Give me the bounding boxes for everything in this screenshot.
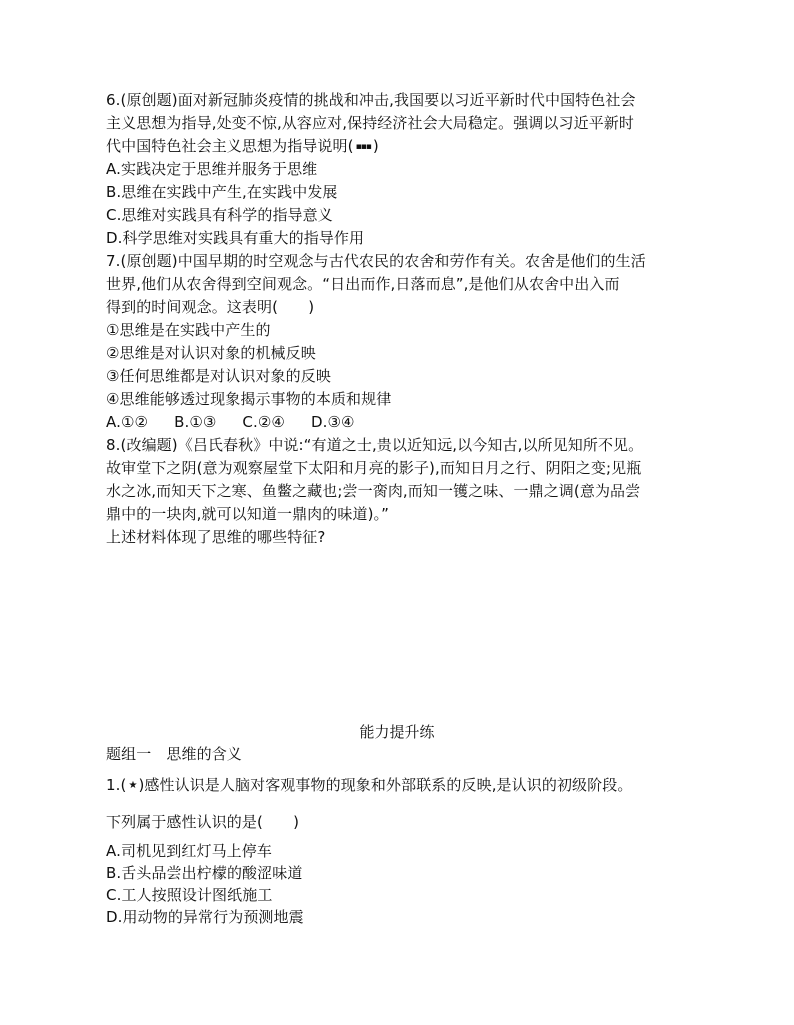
group-heading: 题组一 思维的含义 (106, 745, 242, 763)
q1-option-a: A.司机见到红灯马上停车 (106, 842, 272, 860)
q8-stem-line-3: 水之冰,而知天下之寒、鱼鳖之藏也;尝一脔肉,而知一镬之味、一鼎之调(意为品尝 (106, 482, 641, 500)
q8-stem-line-1: 8.(改编题)《吕氏春秋》中说:“有道之士,贵以近知远,以今知古,以所见知所不见。 (106, 436, 644, 454)
q7-statement-4: ④思维能够透过现象揭示事物的本质和规律 (106, 390, 392, 408)
q7-choice-b: B.①③ (174, 413, 217, 431)
q6-option-b: B.思维在实践中产生,在实践中发展 (106, 183, 338, 201)
q7-statement-3: ③任何思维都是对认识对象的反映 (106, 367, 331, 385)
q6-stem-line-1: 6.(原创题)面对新冠肺炎疫情的挑战和冲击,我国要以习近平新时代中国特色社会 (106, 91, 636, 109)
answer-blank-mark: ▪▪▪ (355, 141, 371, 152)
q1-stem-line-1 (106, 774, 632, 797)
q1-option-d: D.用动物的异常行为预测地震 (106, 908, 304, 926)
q7-stem-line-1: 7.(原创题)中国早期的时空观念与古代农民的农舍和劳作有关。农舍是他们的生活 (106, 252, 646, 270)
q8-stem-line-4: 鼎中的一块肉,就可以知道一鼎肉的味道)。” (106, 505, 389, 523)
q7-statement-2: ②思维是对认识对象的机械反映 (106, 344, 316, 362)
q7-choice-c: C.②④ (242, 413, 285, 431)
q1-prefix: 1.( (106, 776, 127, 794)
difficulty-star-icon: ★ (128, 779, 137, 791)
q6-stem-line-3-close: ) (372, 137, 379, 155)
q6-option-a: A.实践决定于思维并服务于思维 (106, 160, 318, 178)
section-title: 能力提升练 (359, 723, 435, 741)
q7-stem-line-2: 世界,他们从农舍得到空间观念。“日出而作,日落而息”,是他们从农舍中出入而 (106, 275, 620, 293)
q8-question: 上述材料体现了思维的哪些特征? (106, 528, 326, 546)
q6-stem-line-2: 主义思想为指导,处变不惊,从容应对,保持经济社会大局稳定。强调以习近平新时 (106, 114, 635, 132)
q6-stem-line-3-text: 代中国特色社会主义思想为指导说明( (106, 137, 354, 155)
q6-option-d: D.科学思维对实践具有重大的指导作用 (106, 229, 365, 247)
q7-stem-line-3: 得到的时间观念。这表明( ) (106, 298, 315, 316)
q6-option-c: C.思维对实践具有科学的指导意义 (106, 206, 333, 224)
q1-stem-text: )感性认识是人脑对客观事物的现象和外部联系的反映,是认识的初级阶段。 (138, 776, 633, 794)
q7-choices (106, 411, 355, 433)
q1-option-c: C.工人按照设计图纸施工 (106, 886, 273, 904)
q7-choice-a: A.①② (106, 413, 149, 431)
q6-stem-line-3 (106, 135, 379, 158)
q7-choice-d: D.③④ (310, 413, 355, 431)
q7-statement-1: ①思维是在实践中产生的 (106, 321, 271, 339)
q8-stem-line-2: 故审堂下之阴(意为观察屋堂下太阳和月亮的影子),而知日月之行、阴阳之变;见瓶 (106, 459, 642, 477)
q1-stem-line-2: 下列属于感性认识的是( ) (106, 813, 300, 831)
q1-option-b: B.舌头品尝出柠檬的酸涩味道 (106, 864, 303, 882)
